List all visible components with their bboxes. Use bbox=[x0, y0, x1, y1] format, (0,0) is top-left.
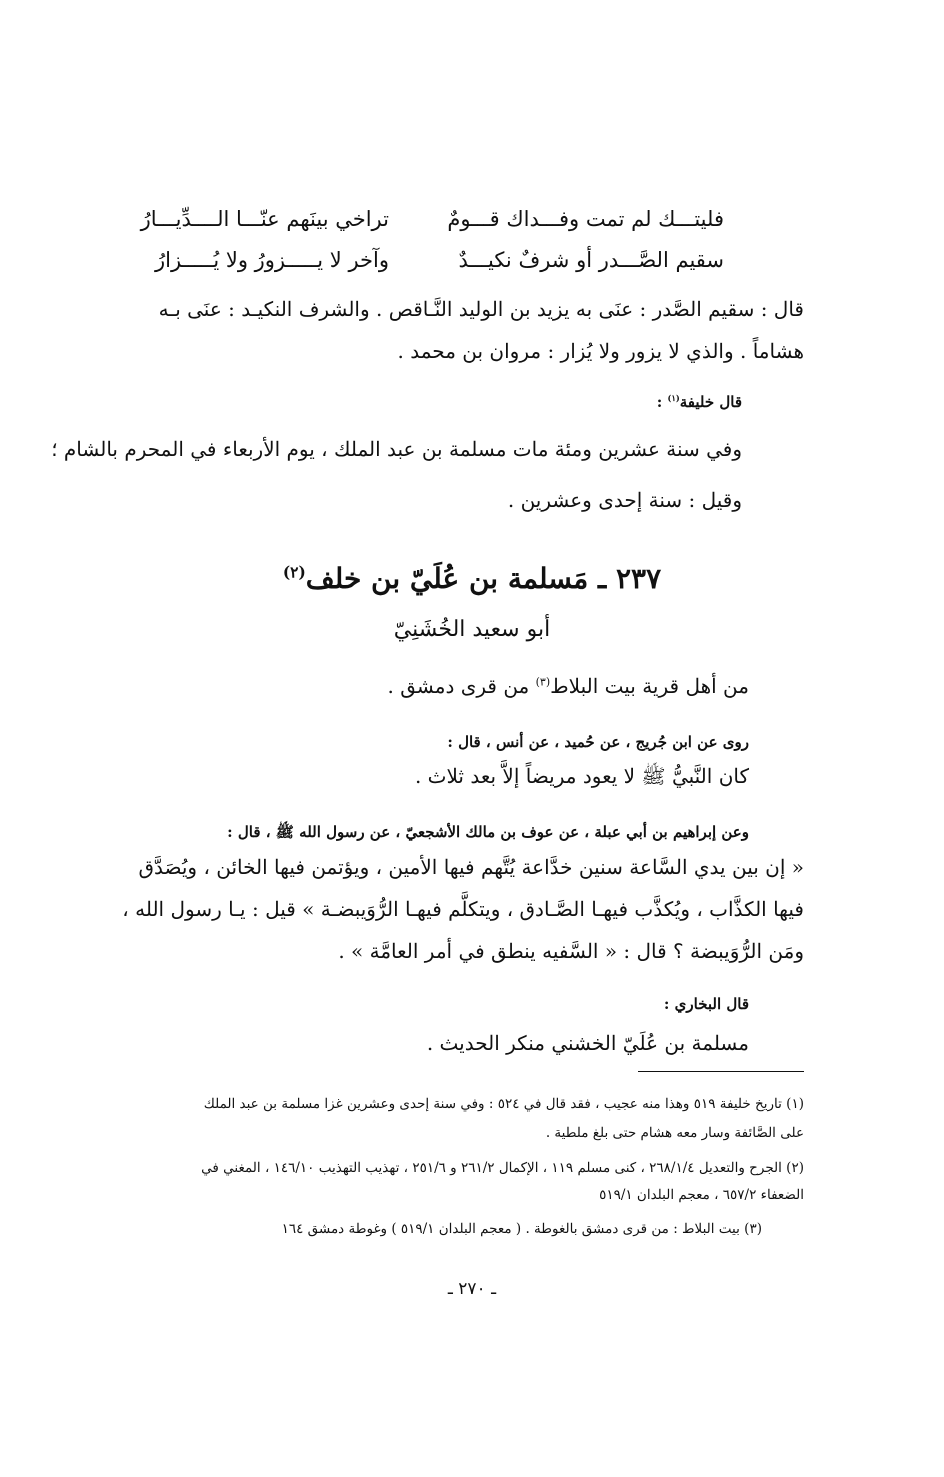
entry-kunya: أبو سعيد الخُشَنِيّ bbox=[393, 617, 551, 642]
footnote-2-line-1: (٢) الجرح والتعديل ٢٦٨/١/٤ ، كنى مسلم ١١٩ ، الإكمال ٢٦١/٢ و ٢٥١/٦ ، تهذيب التهذيب ١٤٦/١٠ ، المغني في bbox=[201, 1160, 804, 1176]
footnote-2-line-2: الضعفاء ٦٥٧/٢ ، معجم البلدان ٥١٩/١ bbox=[599, 1187, 804, 1203]
hadith2-line-3: ومَن الرُّوَيبضة ؟ قال : « السَّفيه ينطق في أمر العامَّة » . bbox=[338, 939, 804, 963]
entry-title: ٢٣٧ ـ مَسلمة بن عُلَيّ بن خلف$^{(٢)}$ bbox=[282, 562, 662, 595]
khalifa-text-line-2: وقيل : سنة إحدى وعشرين . bbox=[507, 488, 742, 512]
entry-origin: من أهل قرية بيت البلاط$^{(٣)}$ من قرى دمشق . bbox=[387, 674, 749, 698]
hadith1-matn: كان النَّبيُّ ﷺ لا يعود مريضاً إلاَّ بعد ثلاث . bbox=[414, 764, 749, 788]
footnote-3: (٣) بيت البلاط : من قرى دمشق بالغوطة . ( معجم البلدان ٥١٩/١ ) وغوطة دمشق ١٦٤ bbox=[281, 1221, 762, 1237]
poem-line1-second-hemistich: تراخي بينَهم عنّـــا الــــدِّيـــارُ bbox=[140, 207, 389, 231]
hadith2-isnad: وعن إبراهيم بن أبي عبلة ، عن عوف بن مالك الأشجعيّ ، عن رسول الله ﷺ ، قال : bbox=[227, 823, 749, 841]
hadith2-line-2: فيها الكذَّاب ، ويُكذَّب فيهـا الصَّـادق ، ويتكلَّم فيهـا الرُّوَيبضـة » قيل : يـا رسول الله ، bbox=[122, 897, 804, 921]
footnote-separator bbox=[638, 1071, 804, 1072]
bukhari-text: مسلمة بن عُلَيّ الخشني منكر الحديث . bbox=[426, 1031, 749, 1055]
footnote-1-line-2: على الصَّائفة وسار معه هشام حتى بلغ ملطية . bbox=[545, 1125, 804, 1141]
khalifa-text-line-1: وفي سنة عشرين ومئة مات مسلمة بن عبد الملك ، يوم الأربعاء في المحرم بالشام ؛ bbox=[51, 437, 742, 461]
bukhari-heading: قال البخاري : bbox=[663, 995, 749, 1013]
commentary-line-1: قال : سقيم الصَّدر : عنَى به يزيد بن الوليد النَّـاقص . والشرف النكيـد : عنَى بـه bbox=[158, 297, 804, 321]
hadith2-line-1: « إن بين يدي السَّاعة سنين خدَّاعة يُتَّهم فيها الأمين ، ويؤتمن فيها الخائن ، ويُصَدَّق bbox=[138, 855, 804, 879]
hadith1-isnad: روى عن ابن جُريج ، عن حُميد ، عن أنس ، قال : bbox=[447, 733, 749, 751]
commentary-line-2: هشاماً . والذي لا يزور ولا يُزار : مروان بن محمد . bbox=[397, 339, 804, 363]
poem-line1-first-hemistich: فليتـــك لم تمت وفـــداك قـــومٌ bbox=[447, 207, 724, 231]
footnote-1-line-1: (١) تاريخ خليفة ٥١٩ وهذا منه عجيب ، فقد قال في ٥٢٤ : وفي سنة إحدى وعشرين غزا مسلمة بن عبد الملك bbox=[203, 1096, 804, 1112]
poem-line2-first-hemistich: سقيم الصَّـــدر أو شرفٌ نكيـــدٌ bbox=[458, 248, 724, 272]
khalifa-heading: قال خليفة$^{(١)}$ : bbox=[656, 393, 742, 411]
footnote-ref-2[interactable]: (٢) bbox=[282, 563, 306, 582]
footnote-ref-3[interactable]: (٣) bbox=[535, 675, 551, 689]
page-number: ـ ٢٧٠ ـ bbox=[447, 1279, 497, 1299]
footnote-ref-1[interactable]: (١) bbox=[667, 393, 680, 403]
poem-line2-second-hemistich: وآخر لا يـــــزورُ ولا يُـــــزارُ bbox=[155, 248, 389, 272]
